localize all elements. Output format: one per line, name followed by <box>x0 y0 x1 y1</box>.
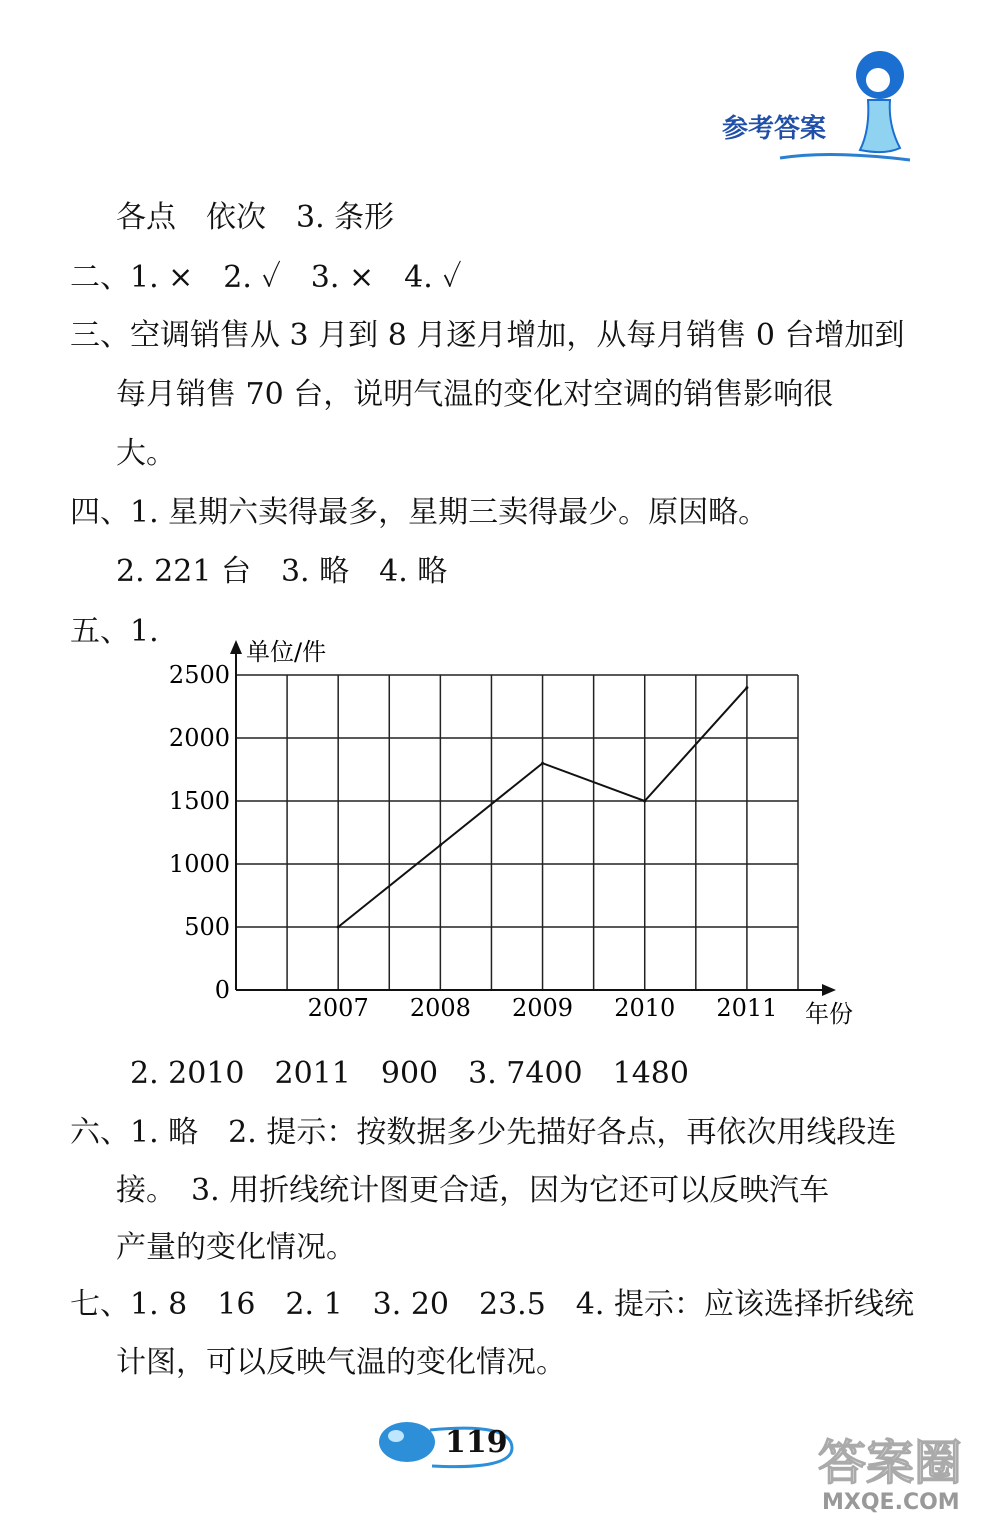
header-title: 参考答案 <box>722 114 827 144</box>
x-axis-label: 年份 <box>805 1000 853 1028</box>
x-tick-label: 2009 <box>512 994 574 1022</box>
data-point <box>439 844 442 847</box>
x-tick-label: 2011 <box>716 994 778 1022</box>
answer-line-7: 2. 221 台 3. 略 4. 略 <box>116 554 448 589</box>
y-tick-label: 1500 <box>168 787 230 815</box>
data-point <box>541 762 544 765</box>
answer-line-13: 七、1. 8 16 2. 1 3. 20 23.5 4. 提示：应该选择折线统 <box>70 1287 914 1322</box>
data-point <box>643 800 646 803</box>
data-point <box>745 686 748 689</box>
y-axis-arrow-icon <box>230 640 242 654</box>
header-decoration <box>720 40 920 170</box>
line-chart <box>160 630 880 1040</box>
y-tick-label: 500 <box>184 913 230 941</box>
y-tick-label: 2000 <box>168 724 230 752</box>
watermark-logo: 答案圈 <box>818 1435 963 1491</box>
x-tick-labels <box>308 994 778 1022</box>
y-tick-label: 1000 <box>168 850 230 878</box>
y-tick-labels <box>169 661 230 1004</box>
x-axis-arrow-icon <box>822 984 836 996</box>
answer-line-6: 四、1. 星期六卖得最多，星期三卖得最少。原因略。 <box>70 495 769 530</box>
answer-line-10: 六、1. 略 2. 提示：按数据多少先描好各点，再依次用线段连 <box>70 1115 897 1150</box>
x-tick-label: 2007 <box>307 994 369 1022</box>
answer-line-2: 二、1. × 2. ✓ 3. × 4. ✓ <box>70 260 462 295</box>
answer-line-8: 五、1. <box>70 614 159 649</box>
answer-line-9: 2. 2010 2011 900 3. 7400 1480 <box>130 1056 689 1091</box>
x-tick-label: 2010 <box>614 994 676 1022</box>
watermark-url: MXQE.COM <box>822 1490 960 1515</box>
chart-axes <box>230 640 836 996</box>
answer-line-1: 各点 依次 3. 条形 <box>116 200 395 235</box>
girl-mascot-icon <box>720 40 920 170</box>
data-point <box>337 926 340 929</box>
answer-line-5: 大。 <box>116 436 176 471</box>
y-tick-label: 2500 <box>168 661 230 689</box>
answer-line-12: 产量的变化情况。 <box>116 1230 356 1265</box>
chart-grid <box>236 675 798 990</box>
answer-line-3: 三、空调销售从 3 月到 8 月逐月增加，从每月销售 0 台增加到 <box>70 318 905 353</box>
answer-line-14: 计图，可以反映气温的变化情况。 <box>116 1345 566 1380</box>
y-axis-label: 单位/件 <box>246 638 327 666</box>
x-tick-label: 2008 <box>409 994 471 1022</box>
answer-line-11: 接。 3. 用折线统计图更合适，因为它还可以反映汽车 <box>116 1173 830 1208</box>
page-number: 119 <box>445 1425 508 1460</box>
y-tick-label: 0 <box>214 976 230 1004</box>
answer-line-4: 每月销售 70 台，说明气温的变化对空调的销售影响很 <box>116 377 834 412</box>
